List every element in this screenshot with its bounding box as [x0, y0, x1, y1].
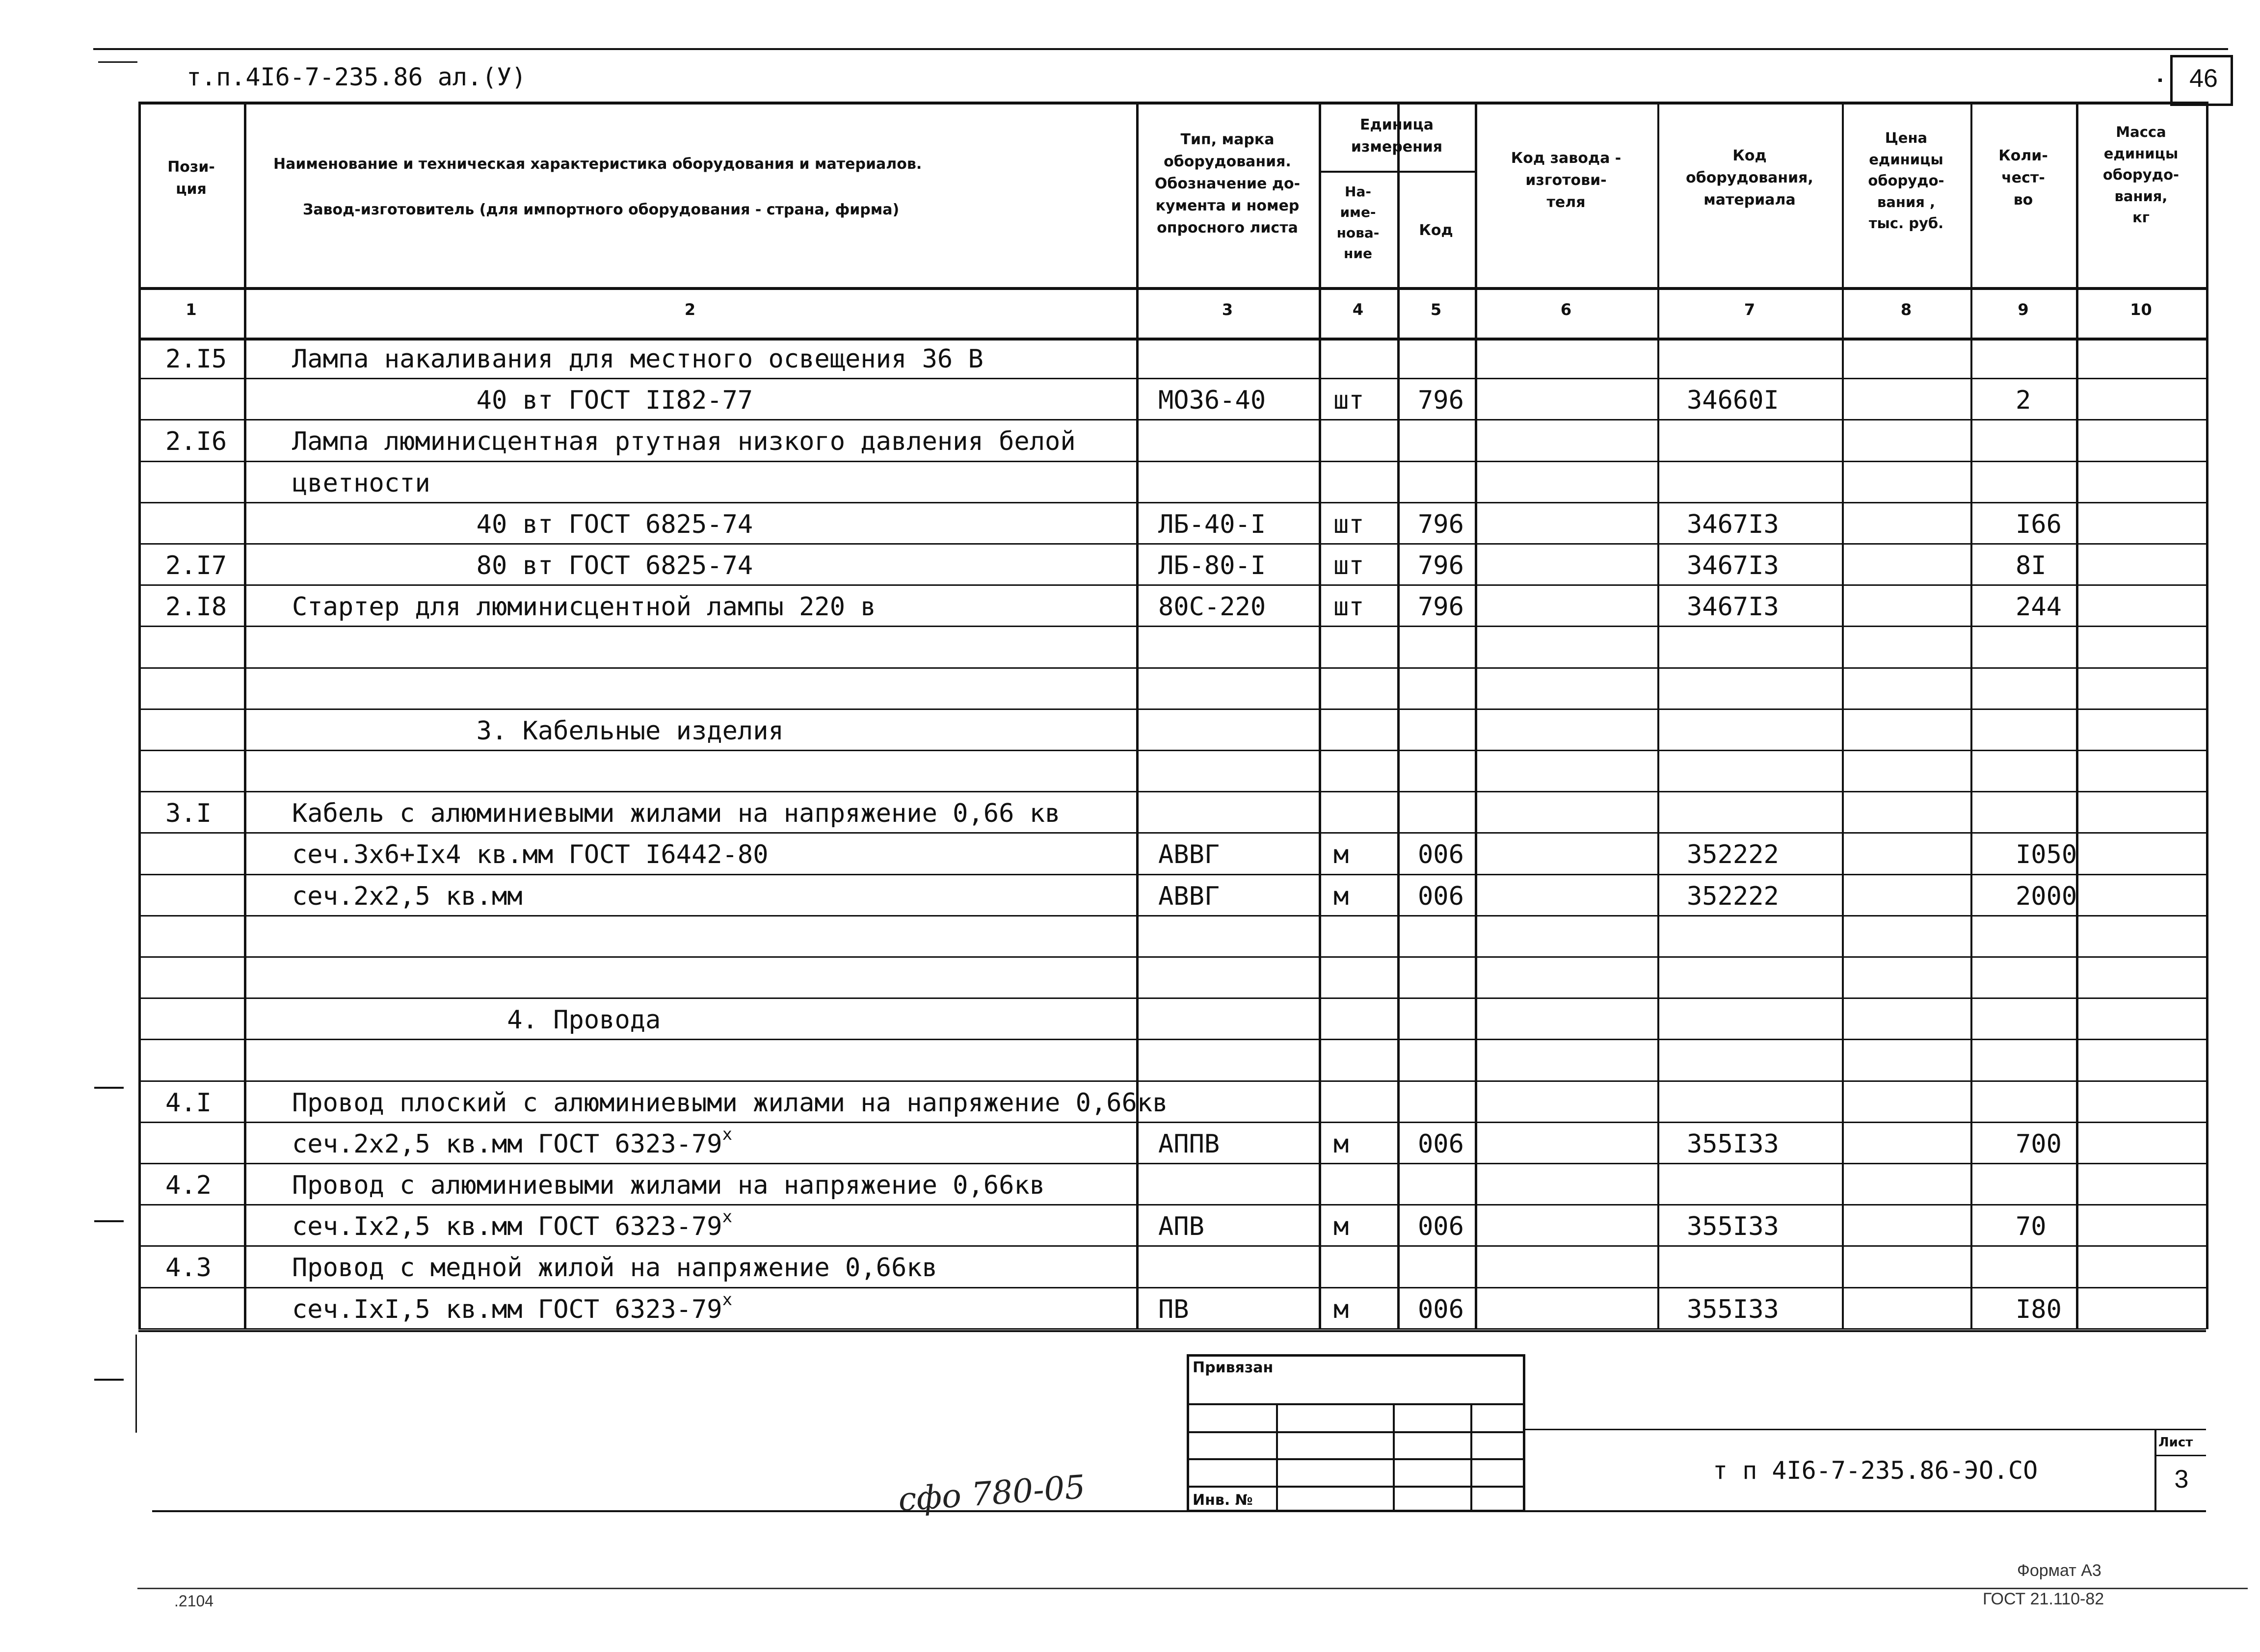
row-line — [138, 584, 2206, 586]
row-line — [138, 626, 2206, 627]
row-position: 2.I6 — [165, 427, 227, 457]
row-equipment-code: 3467I3 — [1687, 592, 1779, 622]
stamp-line — [1187, 1431, 1525, 1433]
row-position: 2.I8 — [165, 592, 227, 622]
column-number: 5 — [1430, 300, 1442, 319]
row-name: Стартер для люминисцентной лампы 220 в — [292, 592, 876, 622]
row-equipment-code: 34660I — [1687, 386, 1779, 416]
row-type: АПВ — [1158, 1212, 1204, 1242]
header-name-line1: Наименование и техническая характеристика оборудования и материалов. — [273, 156, 922, 173]
handwritten-note: сфо 780-05 — [897, 1468, 1087, 1519]
row-quantity: 2000 — [2016, 881, 2077, 911]
header-unit-price: Цена единицы оборудо- вания , тыс. руб. — [1868, 130, 1944, 232]
row-line — [138, 461, 2206, 462]
left-margin-line — [135, 1335, 137, 1433]
column-line — [1475, 102, 1477, 1329]
gost-label: ГОСТ 21.110-82 — [1983, 1590, 2104, 1608]
row-position: 4.3 — [165, 1253, 212, 1283]
column-line — [1136, 102, 1139, 1329]
row-type: МОЗ6-40 — [1158, 386, 1266, 416]
row-line — [138, 543, 2206, 545]
row-line — [138, 708, 2206, 710]
row-line — [138, 1245, 2206, 1247]
stamp-line — [1276, 1403, 1278, 1512]
row-position: 4.2 — [165, 1171, 212, 1200]
column-number: 3 — [1222, 300, 1233, 319]
header-unit-group: Единица измерения — [1351, 116, 1443, 156]
row-line — [138, 874, 2206, 875]
column-line — [1397, 102, 1400, 1329]
row-unit-code: 006 — [1418, 840, 1464, 870]
margin-tick — [94, 1379, 124, 1381]
row-unit-code: 006 — [1418, 1212, 1464, 1242]
row-line — [138, 791, 2206, 792]
row-line — [138, 502, 2206, 503]
column-number: 4 — [1352, 300, 1364, 319]
row-unit-code: 796 — [1418, 509, 1464, 539]
row-line — [138, 1328, 2206, 1330]
corner-code: .2104 — [174, 1592, 214, 1610]
row-name: 3. Кабельные изделия — [292, 716, 784, 746]
column-line — [1970, 102, 1972, 1329]
page-bottom-line — [137, 1588, 2248, 1589]
row-unit-code: 796 — [1418, 386, 1464, 416]
row-unit-code: 006 — [1418, 881, 1464, 911]
page-number-dot — [2158, 79, 2162, 82]
row-type: ЛБ-40-I — [1158, 509, 1266, 539]
sheet-label: Лист — [2158, 1435, 2193, 1450]
row-position: 4.I — [165, 1088, 212, 1118]
format-label: Формат А3 — [2017, 1561, 2101, 1580]
row-line — [138, 378, 2206, 379]
row-unit: шт — [1333, 509, 1364, 539]
column-line — [1842, 102, 1844, 1329]
row-unit-code: 006 — [1418, 1294, 1464, 1324]
row-quantity: I66 — [2016, 509, 2062, 539]
row-unit-code: 006 — [1418, 1129, 1464, 1159]
row-type: ЛБ-80-I — [1158, 551, 1266, 580]
row-equipment-code: 3467I3 — [1687, 551, 1779, 580]
row-quantity: 8I — [2016, 551, 2047, 580]
row-quantity: 70 — [2016, 1212, 2047, 1242]
row-unit: м — [1333, 840, 1349, 870]
row-line — [138, 667, 2206, 669]
row-name: сеч.3х6+Iх4 кв.мм ГОСТ I6442-80 — [292, 840, 769, 870]
header-unit-code: Код — [1419, 222, 1453, 239]
row-position: 2.I7 — [165, 551, 227, 580]
row-equipment-code: 355I33 — [1687, 1129, 1779, 1159]
unit-group-line — [1319, 171, 1475, 173]
row-equipment-code: 355I33 — [1687, 1212, 1779, 1242]
top-border-left — [98, 61, 137, 63]
row-type: АППВ — [1158, 1129, 1220, 1159]
margin-tick — [94, 1087, 124, 1089]
row-name: 40 вт ГОСТ 6825-74 — [292, 509, 753, 539]
row-type: 80С-220 — [1158, 592, 1266, 622]
row-line — [138, 1287, 2206, 1288]
stamp-line — [1470, 1403, 1472, 1512]
column-number: 10 — [2130, 300, 2152, 319]
row-quantity: 700 — [2016, 1129, 2062, 1159]
stamp-inv-label: Инв. № — [1193, 1492, 1253, 1509]
row-line — [138, 1122, 2206, 1123]
row-name: Кабель с алюминиевыми жилами на напряжение 0,66 кв — [292, 799, 1061, 829]
header-name-line2: Завод-изготовитель (для импортного оборудования - страна, фирма) — [303, 201, 900, 218]
margin-tick — [94, 1220, 124, 1222]
row-name: Провод с медной жилой на напряжение 0,66кв — [292, 1253, 937, 1283]
row-name: 40 вт ГОСТ II82-77 — [292, 386, 753, 416]
column-number: 8 — [1900, 300, 1912, 319]
row-unit-code: 796 — [1418, 551, 1464, 580]
header-position: Пози- ция — [167, 158, 215, 198]
top-border — [93, 48, 2228, 50]
row-name: сеч.Iх2,5 кв.мм ГОСТ $6323-79^х$ — [292, 1207, 733, 1242]
row-quantity: 2 — [2016, 386, 2031, 416]
column-line — [138, 102, 141, 1329]
row-equipment-code: 3467I3 — [1687, 509, 1779, 539]
row-equipment-code: 352222 — [1687, 881, 1779, 911]
row-name: Лампа люминисцентная ртутная низкого давления белой — [292, 427, 1076, 457]
row-line — [138, 915, 2206, 917]
row-unit: м — [1333, 1212, 1349, 1242]
document-reference: т.п.4I6-7-235.86 ал.(У) — [186, 63, 527, 91]
row-unit: м — [1333, 1294, 1349, 1324]
stamp-box — [1187, 1354, 1525, 1512]
stamp-top-line — [1525, 1429, 2206, 1430]
row-position: 3.I — [165, 799, 212, 829]
row-name: цветности — [292, 468, 430, 498]
row-line — [138, 750, 2206, 751]
row-unit-code: 796 — [1418, 592, 1464, 622]
row-name: 4. Провода — [292, 1005, 661, 1035]
row-equipment-code: 352222 — [1687, 840, 1779, 870]
row-line — [138, 1080, 2206, 1082]
column-number: 7 — [1744, 300, 1755, 319]
numbers-bottom-border — [138, 338, 2206, 341]
column-number: 9 — [2018, 300, 2029, 319]
header-quantity: Коли- чест- во — [1998, 147, 2048, 209]
row-line — [138, 1163, 2206, 1164]
row-name: сеч.2х2,5 кв.мм — [292, 881, 523, 911]
row-name: Провод плоский с алюминиевыми жилами на напряжение 0,66кв — [292, 1088, 1168, 1118]
row-line — [138, 997, 2206, 999]
row-unit: шт — [1333, 551, 1364, 580]
row-line — [138, 956, 2206, 958]
row-quantity: 244 — [2016, 592, 2062, 622]
table-bottom-line — [138, 1330, 2206, 1332]
row-line — [138, 419, 2206, 420]
stamp-baseline — [152, 1510, 2206, 1512]
header-unit-mass: Масса единицы оборудо- вания, кг — [2102, 124, 2180, 226]
row-type: АВВГ — [1158, 840, 1220, 870]
header-unit-name: На- име- нова- ние — [1336, 184, 1380, 262]
column-line — [244, 102, 246, 1329]
header-type-mark: Тип, марка оборудования. Обозначение до- кумента и номер опросного листа — [1154, 131, 1301, 236]
stamp-line — [1187, 1458, 1525, 1460]
header-bottom-border — [138, 287, 2206, 290]
stamp-document-code: т п 4I6-7-235.86-ЭО.СО — [1713, 1456, 2038, 1485]
stamp-line — [1393, 1403, 1395, 1512]
row-line — [138, 1204, 2206, 1206]
sheet-line — [2154, 1455, 2206, 1456]
stamp-line — [1187, 1403, 1525, 1405]
column-number: 6 — [1560, 300, 1572, 319]
row-type: АВВГ — [1158, 881, 1220, 911]
stamp-bound-label: Привязан — [1193, 1359, 1274, 1376]
page-number: 46 — [2189, 64, 2218, 93]
column-line — [2206, 102, 2208, 1329]
column-line — [2076, 102, 2078, 1329]
row-unit: м — [1333, 881, 1349, 911]
row-name: сеч.IхI,5 кв.мм ГОСТ $6323-79^х$ — [292, 1289, 733, 1324]
row-line — [138, 832, 2206, 834]
header-plant-code: Код завода - изготови- теля — [1511, 150, 1622, 211]
header-equipment-code: Код оборудования, материала — [1686, 147, 1813, 209]
table-top-border — [138, 102, 2206, 105]
row-quantity: I80 — [2016, 1294, 2062, 1324]
column-line — [1319, 102, 1321, 1329]
row-name: Провод с алюминиевыми жилами на напряжение 0,66кв — [292, 1171, 1045, 1200]
row-unit: шт — [1333, 592, 1364, 622]
row-quantity: I050 — [2016, 840, 2077, 870]
row-position: 2.I5 — [165, 344, 227, 374]
superscript-x: х — [722, 1289, 733, 1310]
column-number: 2 — [684, 300, 696, 319]
row-line — [138, 1039, 2206, 1040]
row-name: Лампа накаливания для местного освещения 36 В — [292, 344, 984, 374]
row-type: ПВ — [1158, 1294, 1189, 1324]
row-unit: шт — [1333, 386, 1364, 416]
column-number: 1 — [186, 300, 197, 319]
row-name: 80 вт ГОСТ 6825-74 — [292, 551, 753, 580]
row-unit: м — [1333, 1129, 1349, 1159]
superscript-x: х — [722, 1124, 733, 1144]
row-equipment-code: 355I33 — [1687, 1294, 1779, 1324]
row-name: сеч.2х2,5 кв.мм ГОСТ $6323-79^х$ — [292, 1124, 733, 1159]
sheet-number: 3 — [2174, 1465, 2189, 1494]
superscript-x: х — [722, 1207, 733, 1227]
stamp-line — [1187, 1486, 1525, 1488]
column-line — [1657, 102, 1659, 1329]
